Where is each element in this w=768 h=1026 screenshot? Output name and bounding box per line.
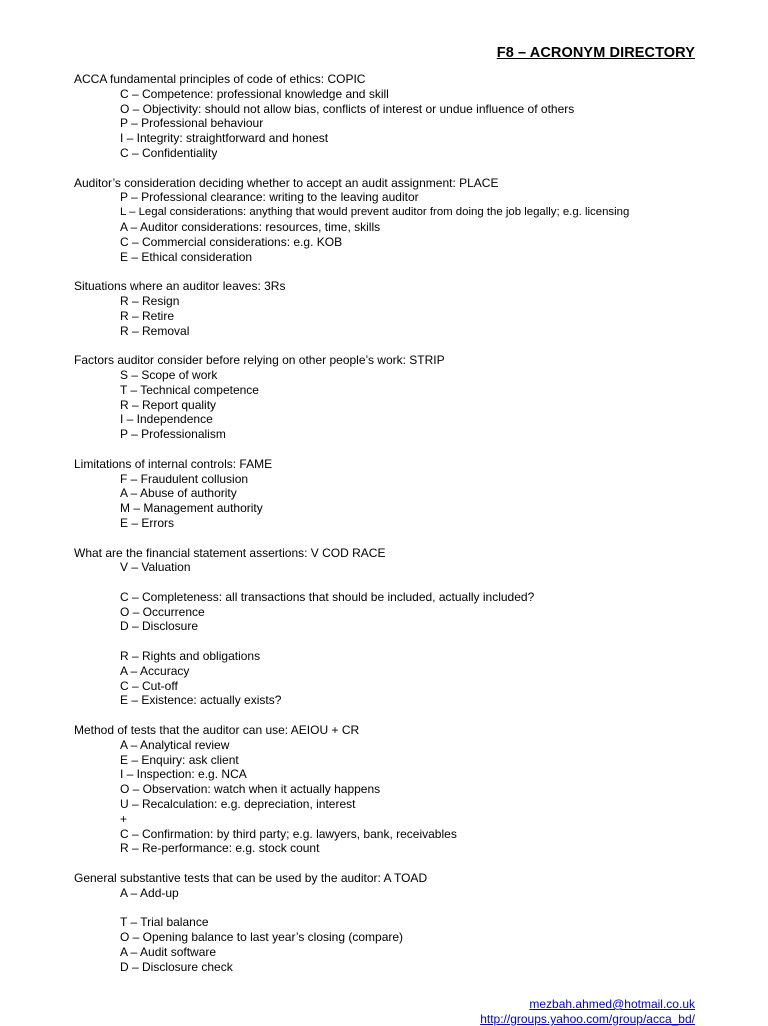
- acronym-item: +: [120, 811, 128, 826]
- acronym-item: R – Rights and obligations: [120, 649, 261, 664]
- acronym-item: A – Accuracy: [120, 663, 190, 678]
- acronym-item: O – Objectivity: should not allow bias, conflicts of interest or undue influence of others: [120, 101, 575, 116]
- acronym-item: C – Competence: professional knowledge and skill: [120, 86, 389, 101]
- acronym-list: [74, 72, 734, 989]
- acronym-item: E – Enquiry: ask client: [120, 752, 239, 767]
- acronym-section: [74, 546, 734, 709]
- acronym-item: C – Commercial considerations: e.g. KOB: [120, 234, 343, 249]
- acronym-item: V – Valuation: [120, 560, 191, 575]
- acronym-section: [74, 279, 734, 338]
- acronym-item: R – Resign: [120, 293, 180, 308]
- acronym-item: E – Existence: actually exists?: [120, 693, 282, 708]
- acronym-item: C – Confidentiality: [120, 145, 218, 160]
- acronym-item: A – Audit software: [120, 945, 217, 960]
- acronym-item: I – Integrity: straightforward and honest: [120, 131, 329, 146]
- acronym-item: R – Removal: [120, 323, 190, 338]
- acronym-section: [74, 723, 734, 856]
- acronym-item: T – Technical competence: [120, 382, 259, 397]
- acronym-item: E – Ethical consideration: [120, 249, 253, 264]
- group-url-link[interactable]: http://groups.yahoo.com/group/acca_bd/: [480, 1012, 695, 1026]
- acronym-item: O – Opening balance to last year’s closing (compare): [120, 930, 404, 945]
- acronym-item: C – Cut-off: [120, 678, 178, 693]
- acronym-item: I – Independence: [120, 412, 213, 427]
- acronym-item: F – Fraudulent collusion: [120, 471, 249, 486]
- acronym-item: T – Trial balance: [120, 915, 209, 930]
- acronym-item: A – Abuse of authority: [120, 486, 237, 501]
- acronym-item: M – Management authority: [120, 501, 263, 516]
- section-heading: Method of tests that the auditor can use: AEIOU + CR: [74, 723, 360, 738]
- acronym-item: D – Disclosure: [120, 619, 199, 634]
- acronym-section: [74, 457, 734, 531]
- acronym-item: S – Scope of work: [120, 367, 218, 382]
- acronym-item: R – Re-performance: e.g. stock count: [120, 841, 320, 856]
- acronym-item: P – Professional clearance: writing to the leaving auditor: [120, 190, 419, 205]
- blank-line: [74, 575, 734, 590]
- page-title: F8 – ACRONYM DIRECTORY: [496, 45, 695, 61]
- acronym-item: U – Recalculation: e.g. depreciation, interest: [120, 797, 356, 812]
- blank-line: [74, 901, 734, 916]
- section-heading: Auditor’s consideration deciding whether to accept an audit assignment: PLACE: [74, 175, 499, 190]
- acronym-item: P – Professional behaviour: [120, 116, 264, 131]
- acronym-section: [74, 176, 734, 265]
- acronym-item: P – Professionalism: [120, 427, 226, 442]
- email-link[interactable]: mezbah.ahmed@hotmail.co.uk: [529, 997, 695, 1011]
- acronym-item: A – Add-up: [120, 885, 179, 900]
- section-heading: Limitations of internal controls: FAME: [74, 456, 273, 471]
- acronym-item: A – Analytical review: [120, 737, 230, 752]
- acronym-item: L – Legal considerations: anything that would prevent auditor from doing the job legally; e.g. licensing: [120, 206, 630, 219]
- acronym-item: I – Inspection: e.g. NCA: [120, 767, 247, 782]
- acronym-item: O – Occurrence: [120, 604, 205, 619]
- blank-line: [74, 634, 734, 649]
- acronym-item: D – Disclosure check: [120, 959, 233, 974]
- acronym-item: E – Errors: [120, 515, 175, 530]
- section-heading: ACCA fundamental principles of code of ethics: COPIC: [74, 72, 366, 86]
- acronym-item: C – Completeness: all transactions that should be included, actually included?: [120, 589, 535, 604]
- acronym-section: [74, 871, 734, 975]
- acronym-item: R – Report quality: [120, 397, 217, 412]
- acronym-item: R – Retire: [120, 308, 175, 323]
- section-heading: General substantive tests that can be used by the auditor: A TOAD: [74, 871, 428, 886]
- acronym-item: C – Confirmation: by third party; e.g. lawyers, bank, receivables: [120, 826, 457, 841]
- section-heading: Situations where an auditor leaves: 3Rs: [74, 279, 286, 294]
- section-heading: What are the financial statement assertions: V COD RACE: [74, 545, 386, 560]
- section-heading: Factors auditor consider before relying on other people’s work: STRIP: [74, 353, 445, 368]
- acronym-item: O – Observation: watch when it actually happens: [120, 782, 381, 797]
- acronym-section: [74, 72, 734, 161]
- acronym-item: A – Auditor considerations: resources, time, skills: [120, 219, 381, 234]
- acronym-section: [74, 353, 734, 442]
